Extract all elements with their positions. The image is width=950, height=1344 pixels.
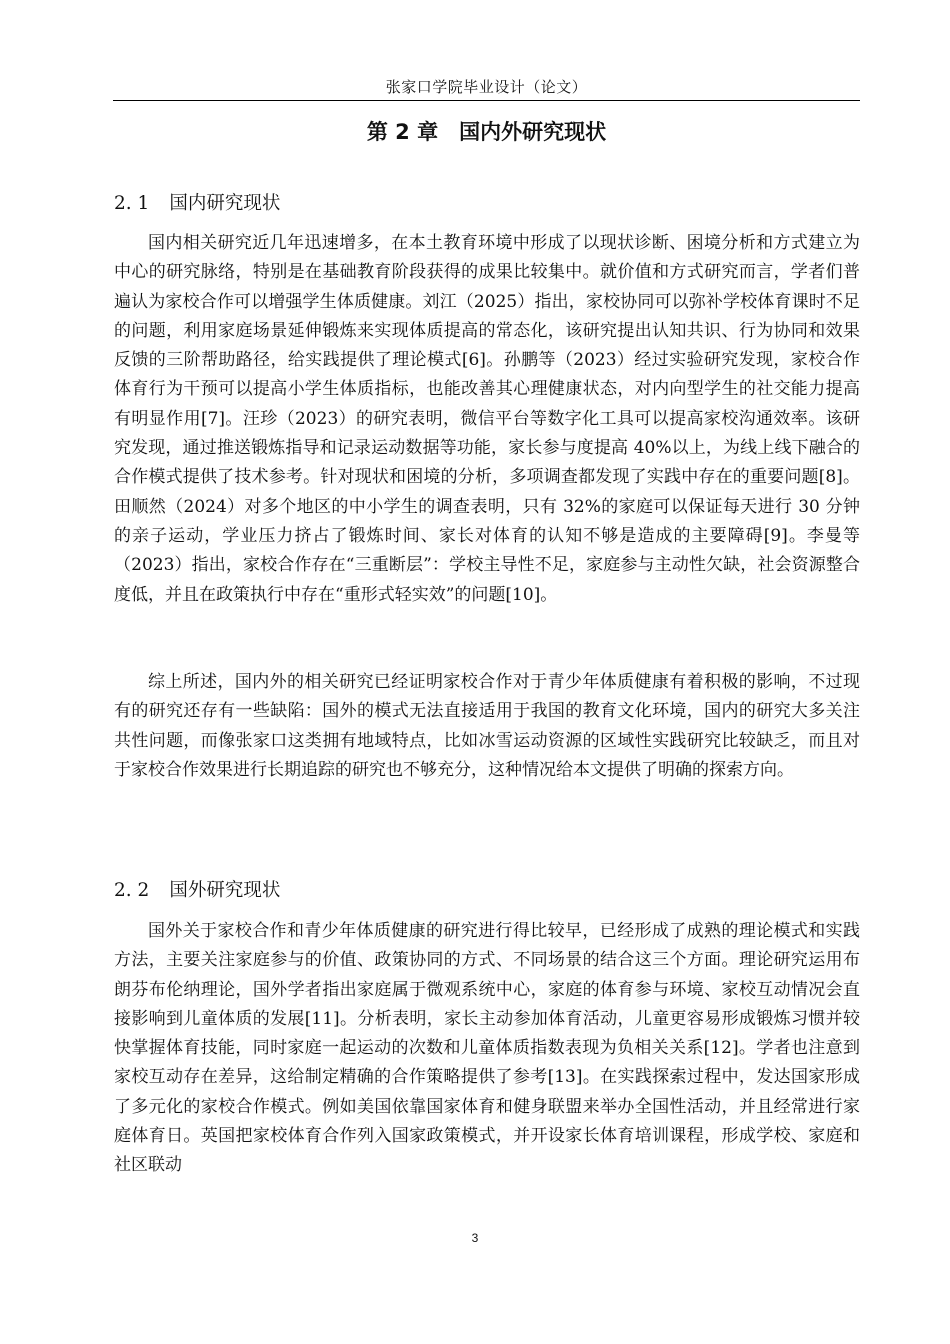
running-header: 张家口学院毕业设计（论文） [385, 78, 588, 96]
section-number: 2. 2 [114, 880, 150, 901]
section-heading-domestic [114, 189, 280, 215]
section-title-text: 国外研究现状 [169, 880, 281, 901]
paragraph: 国外关于家校合作和青少年体质健康的研究进行得比较早，已经形成了成熟的理论模式和实践方法，主要关注家庭参与的价值、政策协同的方式、不同场景的结合这三个方面。理论研究运用布朗芬布伦纳理论，国外学者指出家庭属于微观系统中心，家庭的体育参与环境、家校互动情况会直接影响到儿童体质的发展[11]。分析表明，家长主动参加体育活动，儿童更容易形成锻炼习惯并较快掌握体育技能，同时家庭一起运动的次数和儿童体质指数表现为负相关关系[12]。学者也注意到家校互动存在差异，这给制定精确的合作策略提供了参考[13]。在实践探索过程中，发达国家形成了多元化的家校合作模式。例如美国依靠国家体育和健身联盟来举办全国性活动，并且经常进行家庭体育日。英国把家校体育合作列入国家政策模式，并开设家长体育培训课程，形成学校、家庭和社区联动 [114, 921, 860, 1176]
page-number: 3 [471, 1231, 479, 1245]
section-number: 2. 1 [114, 193, 150, 214]
section-heading-foreign [114, 876, 280, 902]
header-rule [113, 100, 860, 101]
section-title-text: 国内研究现状 [169, 193, 281, 214]
paragraph: 综上所述，国内外的相关研究已经证明家校合作对于青少年体质健康有着积极的影响，不过现有的研究还存有一些缺陷：国外的模式无法直接适用于我国的教育文化环境，国内的研究大多关注共性问题，而像张家口这类拥有地域特点，比如冰雪运动资源的区域性实践研究比较缺乏，而且对于家校合作效果进行长期追踪的研究也不够充分，这种情况给本文提供了明确的探索方向。 [114, 672, 860, 780]
chapter-title: 第 2 章 国内外研究现状 [366, 120, 607, 144]
paragraph: 国内相关研究近几年迅速增多，在本土教育环境中形成了以现状诊断、困境分析和方式建立为中心的研究脉络，特别是在基础教育阶段获得的成果比较集中。就价值和方式研究而言，学者们普遍认为家校合作可以增强学生体质健康。刘江（2025）指出，家校协同可以弥补学校体育课时不足的问题，利用家庭场景延伸锻炼来实现体质提高的常态化，该研究提出认知共识、行为协同和效果反馈的三阶帮助路径，给实践提供了理论模式[6]。孙鹏等（2023）经过实验研究发现，家校合作体育行为干预可以提高小学生体质指标，也能改善其心理健康状态，对内向型学生的社交能力提高有明显作用[7]。汪珍（2023）的研究表明，微信平台等数字化工具可以提高家校沟通效率。该研究发现，通过推送锻炼指导和记录运动数据等功能，家长参与度提高 40%以上，为线上线下融合的合作模式提供了技术参考。针对现状和困境的分析，多项调查都发现了实践中存在的重要问题[8]。田顺然（2024）对多个地区的中小学生的调查表明，只有 32%的家庭可以保证每天进行 30 分钟的亲子运动，学业压力挤占了锻炼时间、家长对体育的认知不够是造成的主要障碍[9]。李曼等（2023）指出，家校合作存在“三重断层”：学校主导性不足，家庭参与主动性欠缺，社会资源整合度低，并且在政策执行中存在“重形式轻实效”的问题[10]。 [114, 233, 860, 605]
